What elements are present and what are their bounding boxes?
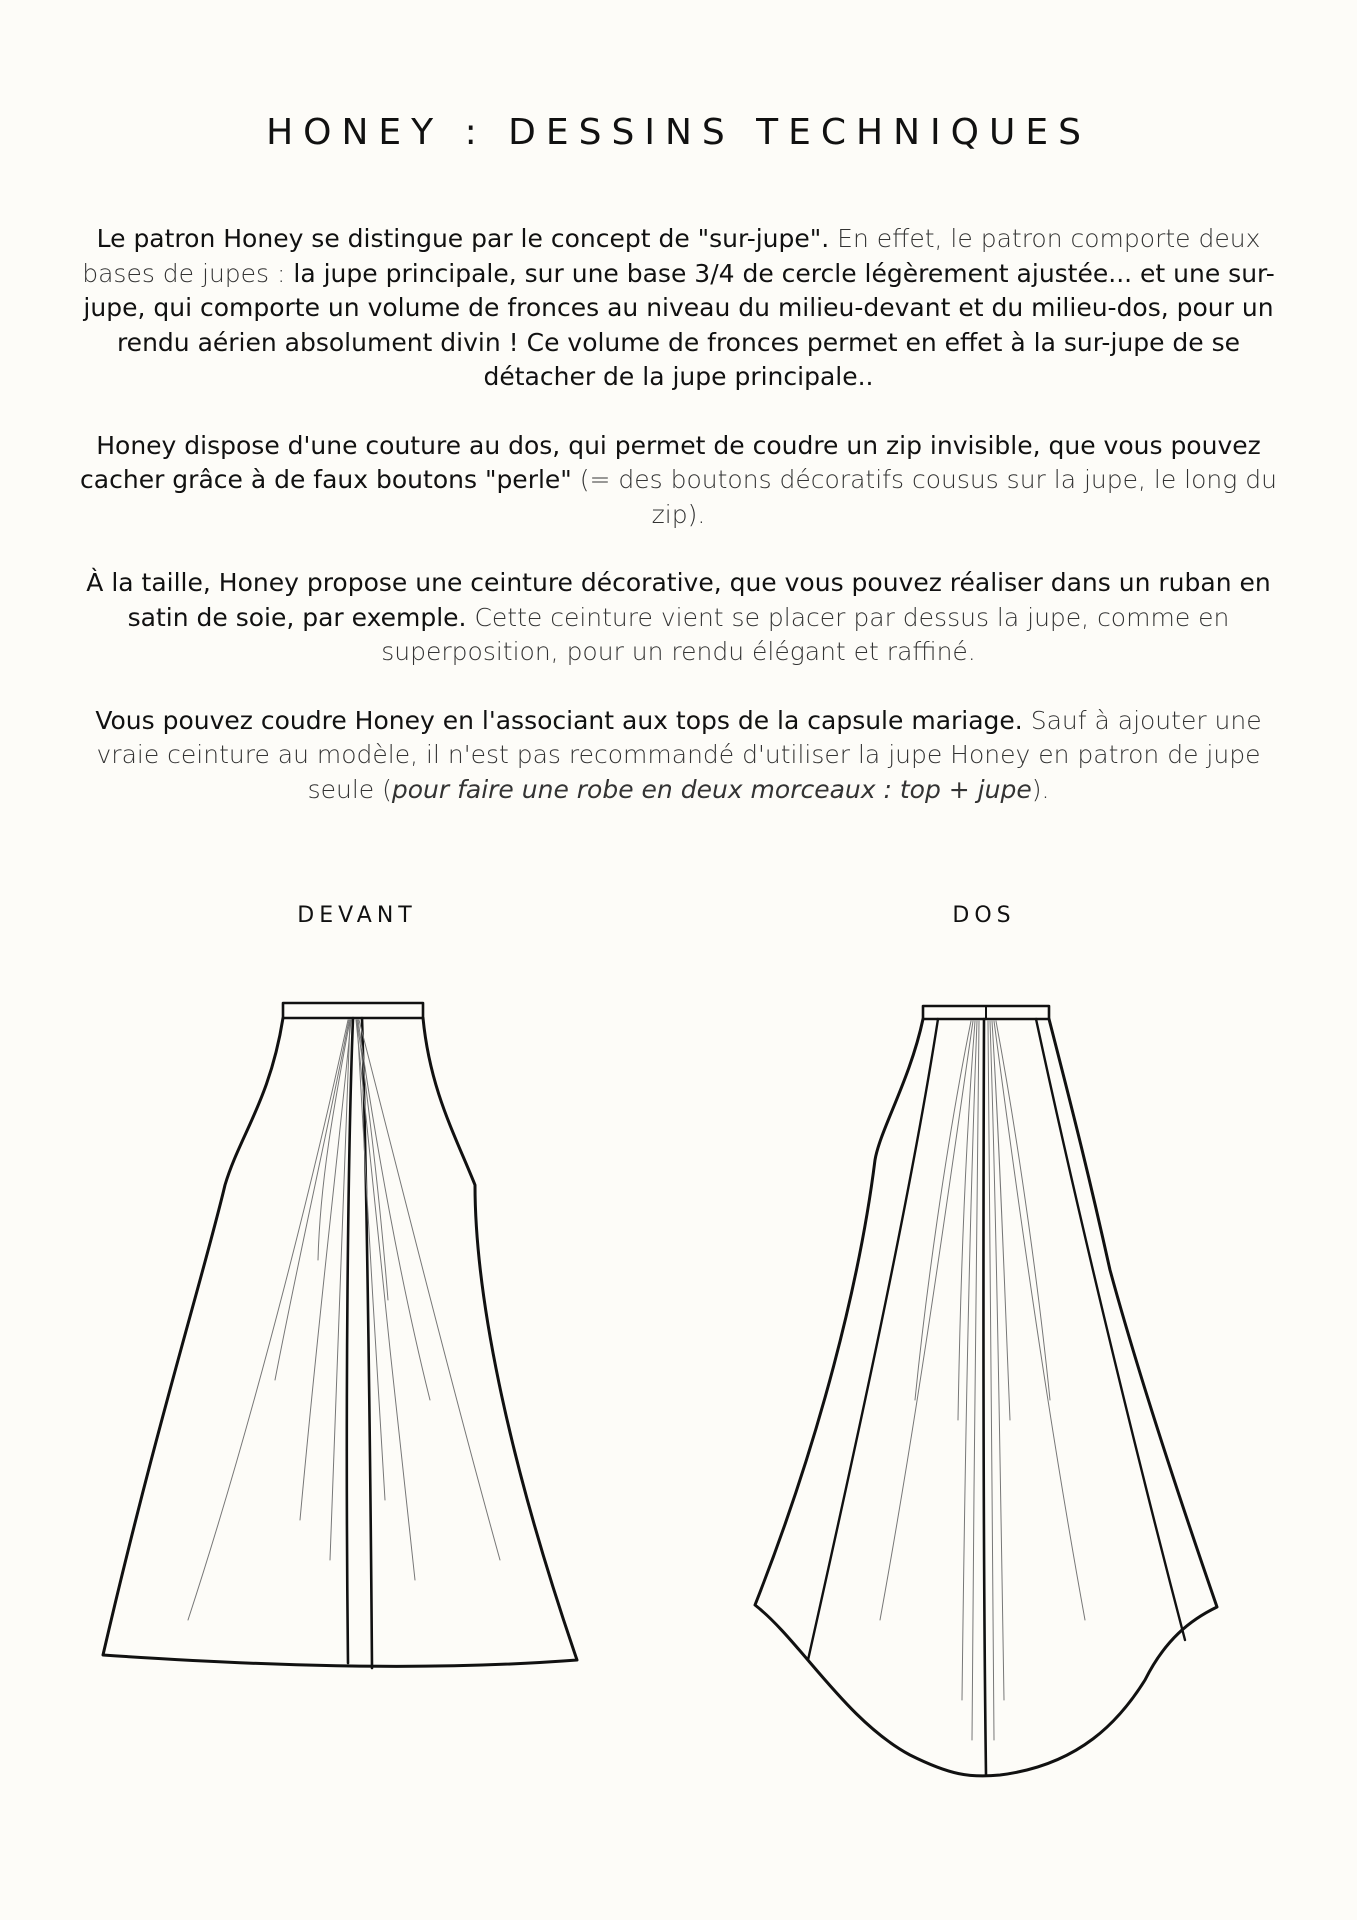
text-segment: la jupe principale, sur une base 3/4 de cercle légèrement ajustée... et une sur-jupe, qui comporte un volume de fronces au niveau du milieu-devant et du milieu-dos, pour un rendu aérien absolument divin ! Ce volume de fronces permet en effet à la sur-jupe de se détacher de la jupe principale.. xyxy=(83,258,1275,391)
front-gathers xyxy=(188,1020,500,1620)
text-segment: (= des boutons décoratifs cousus sur la jupe, le long du zip). xyxy=(571,465,1277,529)
back-skirt-drawing xyxy=(755,1006,1217,1776)
page-title: HONEY : DESSINS TECHNIQUES xyxy=(266,112,1091,153)
front-view-label: DEVANT xyxy=(297,903,417,928)
front-skirt-drawing xyxy=(103,1003,577,1668)
back-view-label: DOS xyxy=(952,903,1016,928)
text-segment: À la taille, Honey propose une ceinture décorative, que vous pouvez réaliser dans un ruban en satin de soie, par exemple. xyxy=(86,568,1271,632)
front-skirt-outline xyxy=(103,1018,577,1666)
back-left-panel-seam xyxy=(808,1019,938,1660)
text-segment: Le patron Honey se distingue par le concept de "sur-jupe". xyxy=(96,224,830,253)
text-segment: Cette ceinture vient se placer par dessus la jupe, comme en superposition, pour un rendu élégant et raffiné. xyxy=(381,602,1230,666)
front-overskirt-edge xyxy=(362,1018,372,1668)
front-waistband xyxy=(283,1003,423,1018)
front-center-seam xyxy=(347,1018,353,1663)
text-segment: En effet, le patron comporte deux bases de jupes : xyxy=(82,224,1261,288)
text-segment: Vous pouvez coudre Honey en l'associant aux tops de la capsule mariage. xyxy=(95,705,1023,735)
back-right-panel-seam xyxy=(1036,1019,1185,1640)
back-center-seam xyxy=(983,1019,986,1775)
text-segment: pour faire une robe en deux morceaux : top + jupe xyxy=(391,774,1032,804)
text-segment: Sauf à ajouter une vraie ceinture au modèle, il n'est pas recommandé d'utiliser la jupe Honey en patron de jupe seule ( xyxy=(96,705,1262,804)
text-segment: Honey dispose d'une couture au dos, qui permet de coudre un zip invisible, que vous pouvez cacher grâce à de faux boutons "perle" xyxy=(80,430,1261,494)
text-segment: ). xyxy=(1031,774,1050,804)
